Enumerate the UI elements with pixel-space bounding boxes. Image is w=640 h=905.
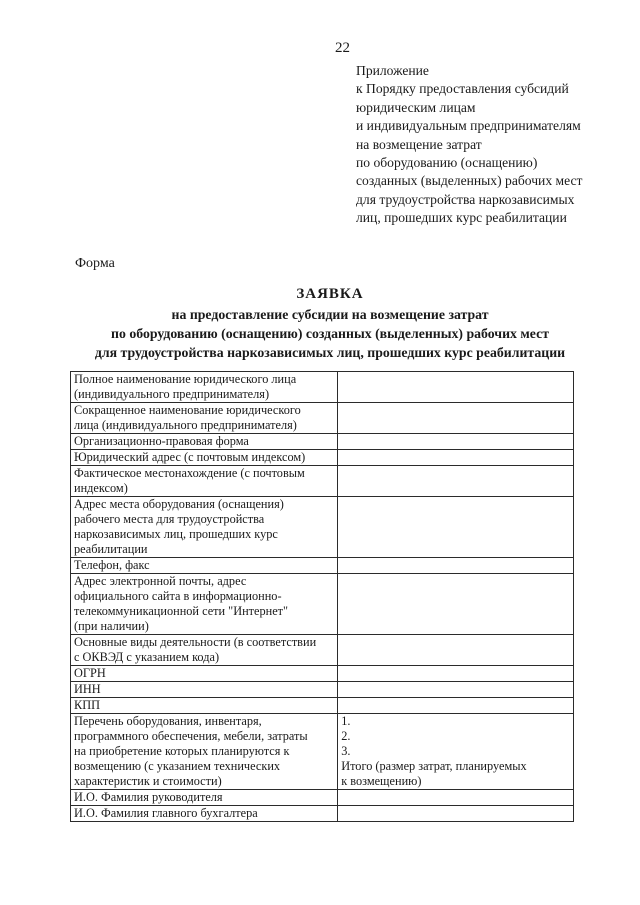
field-label-cell [71,497,338,558]
field-label-line: Перечень оборудования, инвентаря, [74,714,262,728]
title-main: ЗАЯВКА [296,286,364,302]
field-label-line: Сокращенное наименование юридического [74,403,301,417]
table-row [71,806,574,822]
field-value-line: 2. [341,729,351,743]
document-title [70,286,590,362]
field-value-cell[interactable] [338,666,574,682]
field-value-cell[interactable] [338,558,574,574]
field-label-line: индексом) [74,481,128,495]
table-row [71,698,574,714]
field-label-line: с ОКВЭД с указанием кода) [74,650,220,664]
field-label-cell [71,466,338,497]
appendix-line: к Порядку предоставления субсидий [356,81,569,97]
field-label-line: Организационно-правовая форма [74,434,249,448]
field-label-cell [71,682,338,698]
field-label-line: Основные виды деятельности (в соответствии [74,635,317,649]
field-label-line: наркозависимых лиц, прошедших курс [74,527,278,541]
field-value-cell[interactable] [338,806,574,822]
field-value-cell[interactable] [338,372,574,403]
table-row [71,574,574,635]
field-label-cell [71,403,338,434]
field-label-line: Юридический адрес (с почтовым индексом) [74,450,306,464]
field-label-line: возмещению (с указанием технических [74,759,281,773]
field-value-line: Итого (размер затрат, планируемых [341,759,527,773]
field-label-line: программного обеспечения, мебели, затраты [74,729,308,743]
field-label-cell [71,790,338,806]
field-value-cell[interactable] [338,682,574,698]
field-label-cell [71,666,338,682]
field-value-line: 1. [341,714,351,728]
field-label-line: ИНН [74,682,101,696]
field-value-line: 3. [341,744,351,758]
field-label-line: И.О. Фамилия руководителя [74,790,223,804]
title-line: на предоставление субсидии на возмещение затрат [171,307,489,322]
field-label-cell [71,714,338,790]
field-value-cell[interactable] [338,497,574,558]
table-row [71,466,574,497]
title-line: по оборудованию (оснащению) созданных (выделенных) рабочих мест [111,326,549,341]
page-number: 22 [335,40,350,56]
field-value-cell[interactable] [338,698,574,714]
appendix-line: лиц, прошедших курс реабилитации [356,210,567,226]
appendix-line: и индивидуальным предпринимателям [356,118,581,134]
field-value-cell[interactable] [338,466,574,497]
field-label-cell [71,698,338,714]
table-row [71,450,574,466]
table-row [71,714,574,790]
field-value-line: к возмещению) [341,774,422,788]
field-label-line: (при наличии) [74,619,149,633]
field-label-line: характеристик и стоимости) [74,774,222,788]
field-label-line: реабилитации [74,542,148,556]
appendix-line: созданных (выделенных) рабочих мест [356,173,583,189]
field-value-cell[interactable] [338,635,574,666]
field-value-cell[interactable] [338,434,574,450]
field-label-line: Полное наименование юридического лица [74,372,297,386]
field-label-cell [71,450,338,466]
field-value-cell[interactable] [338,714,574,790]
appendix-header [356,62,626,228]
table-row [71,635,574,666]
field-label-line: Адрес места оборудования (оснащения) [74,497,284,511]
field-label-cell [71,372,338,403]
appendix-line: на возмещение затрат [356,136,482,152]
table-row [71,790,574,806]
field-label-line: И.О. Фамилия главного бухгалтера [74,806,258,820]
appendix-line: по оборудованию (оснащению) [356,155,538,171]
field-value-cell[interactable] [338,403,574,434]
table-row [71,403,574,434]
table-row [71,558,574,574]
field-label-line: на приобретение которых планируются к [74,744,290,758]
title-line: для трудоустройства наркозависимых лиц, прошедших курс реабилитации [94,345,566,360]
form-label: Форма [75,256,115,271]
field-label-line: Фактическое местонахождение (с почтовым [74,466,305,480]
field-label-line: Адрес электронной почты, адрес [74,574,247,588]
table-row [71,682,574,698]
field-value-cell[interactable] [338,790,574,806]
field-label-line: официального сайта в информационно- [74,589,282,603]
field-label-line: лица (индивидуального предпринимателя) [74,418,297,432]
field-label-cell [71,434,338,450]
appendix-line: Приложение [356,63,429,78]
field-label-line: телекоммуникационной сети "Интернет" [74,604,289,618]
table-row [71,497,574,558]
field-label-cell [71,635,338,666]
application-form-table [70,371,574,822]
field-value-cell[interactable] [338,574,574,635]
field-label-line: ОГРН [74,666,106,680]
field-label-line: КПП [74,698,100,712]
table-row [71,372,574,403]
field-label-line: рабочего места для трудоустройства [74,512,265,526]
appendix-line: юридическим лицам [356,99,476,115]
field-label-line: (индивидуального предпринимателя) [74,387,270,401]
table-row [71,666,574,682]
field-label-line: Телефон, факс [74,558,150,572]
field-label-cell [71,574,338,635]
appendix-line: для трудоустройства наркозависимых [356,191,575,207]
field-value-cell[interactable] [338,450,574,466]
field-label-cell [71,558,338,574]
field-label-cell [71,806,338,822]
table-row [71,434,574,450]
